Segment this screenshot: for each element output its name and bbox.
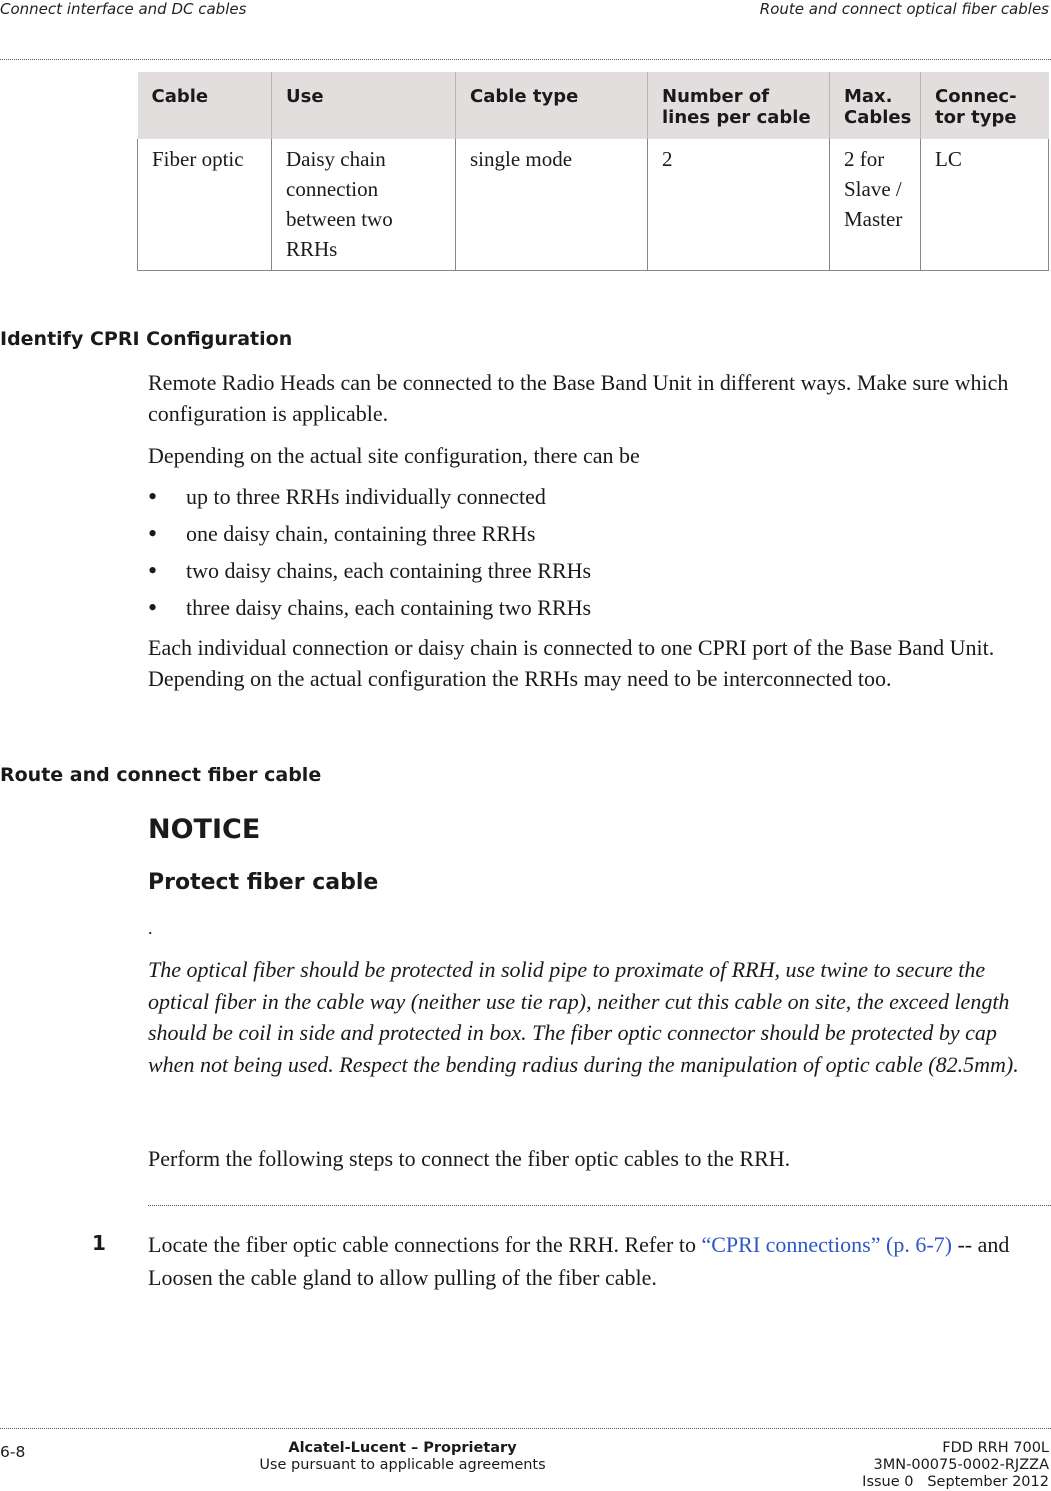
footer-proprietary bbox=[0, 1440, 805, 1474]
section-lead-paragraph: Depending on the actual site configuration, there can be bbox=[148, 443, 640, 468]
section-intro-paragraph: Remote Radio Heads can be connected to the Base Band Unit in different ways. Make sure which configuration is applicable. bbox=[148, 370, 1009, 426]
table-cell: Daisy chain connection between two RRHs bbox=[272, 139, 456, 271]
step-text bbox=[148, 1228, 1028, 1294]
footer-usage: Use pursuant to applicable agreements bbox=[259, 1457, 546, 1473]
table-cell: LC bbox=[921, 139, 1049, 271]
cable-spec-table bbox=[137, 72, 1049, 271]
running-header bbox=[0, 0, 1051, 20]
footer-doc-title: FDD RRH 700L bbox=[942, 1440, 1049, 1456]
header-chapter-title: Connect interface and DC cables bbox=[0, 0, 247, 18]
table-header-row bbox=[138, 72, 1049, 139]
header-divider bbox=[0, 59, 1051, 60]
section-heading-route-fiber: Route and connect fiber cable bbox=[0, 764, 322, 786]
footer-company: Alcatel-Lucent – Proprietary bbox=[288, 1440, 517, 1456]
list-item: • two daisy chains, each containing three RRHs bbox=[148, 552, 591, 589]
footer-divider bbox=[0, 1428, 1051, 1429]
table-header-cell: Use bbox=[272, 72, 456, 139]
list-item: • three daisy chains, each containing two RRHs bbox=[148, 589, 591, 626]
table-header-cell: Max. Cables bbox=[830, 72, 921, 139]
table-header-cell: Cable type bbox=[456, 72, 648, 139]
table-header-cell: Number of lines per cable bbox=[648, 72, 830, 139]
step-text-before: Locate the fiber optic cable connections for the RRH. Refer to bbox=[148, 1232, 702, 1257]
section-heading-cpri-configuration: Identify CPRI Configuration bbox=[0, 328, 293, 350]
configuration-list bbox=[148, 478, 591, 626]
notice-separator: . bbox=[148, 918, 153, 938]
notice-title: Protect fiber cable bbox=[148, 870, 379, 895]
table-cell: 2 bbox=[648, 139, 830, 271]
cpri-connections-link[interactable]: “CPRI connections” (p. 6-7) bbox=[701, 1232, 952, 1257]
header-section-title: Route and connect optical fiber cables bbox=[759, 0, 1049, 18]
steps-divider bbox=[148, 1205, 1051, 1206]
step-number: 1 bbox=[92, 1231, 106, 1255]
footer-doc-number: 3MN-00075-0002-RJZZA bbox=[873, 1457, 1049, 1473]
list-item: • one daisy chain, containing three RRHs bbox=[148, 515, 591, 552]
table-row bbox=[138, 139, 1049, 271]
notice-body: The optical fiber should be protected in solid pipe to proximate of RRH, use twine to secure the optical fiber in the cable way (neither use tie rap), neither cut this cable on site, the exceed length should be coil in side and protected in box. The fiber optic connector should be protected by cap when not being used. Respect the bending radius during the manipulation of optic cable (82.5mm). bbox=[148, 957, 1019, 1077]
footer-doc-info bbox=[862, 1440, 1049, 1491]
page-number: 6-8 bbox=[0, 1443, 26, 1461]
table-header-cell: Connec-tor type bbox=[921, 72, 1049, 139]
table-cell: 2 for Slave / Master bbox=[830, 139, 921, 271]
step-text-after: -- and Loosen the cable gland to allow pulling of the fiber cable. bbox=[148, 1232, 1010, 1290]
table-cell: Fiber optic bbox=[138, 139, 272, 271]
notice-label: NOTICE bbox=[148, 814, 261, 845]
table-header-cell: Cable bbox=[138, 72, 272, 139]
footer-issue: Issue 0 September 2012 bbox=[862, 1474, 1049, 1490]
list-item: • up to three RRHs individually connected bbox=[148, 478, 591, 515]
instruction-paragraph: Perform the following steps to connect the fiber optic cables to the RRH. bbox=[148, 1146, 791, 1171]
section-closing-paragraph: Each individual connection or daisy chain is connected to one CPRI port of the Base Band Unit. Depending on the actual configuration the RRHs may need to be interconnected too. bbox=[148, 635, 995, 691]
table-cell: single mode bbox=[456, 139, 648, 271]
